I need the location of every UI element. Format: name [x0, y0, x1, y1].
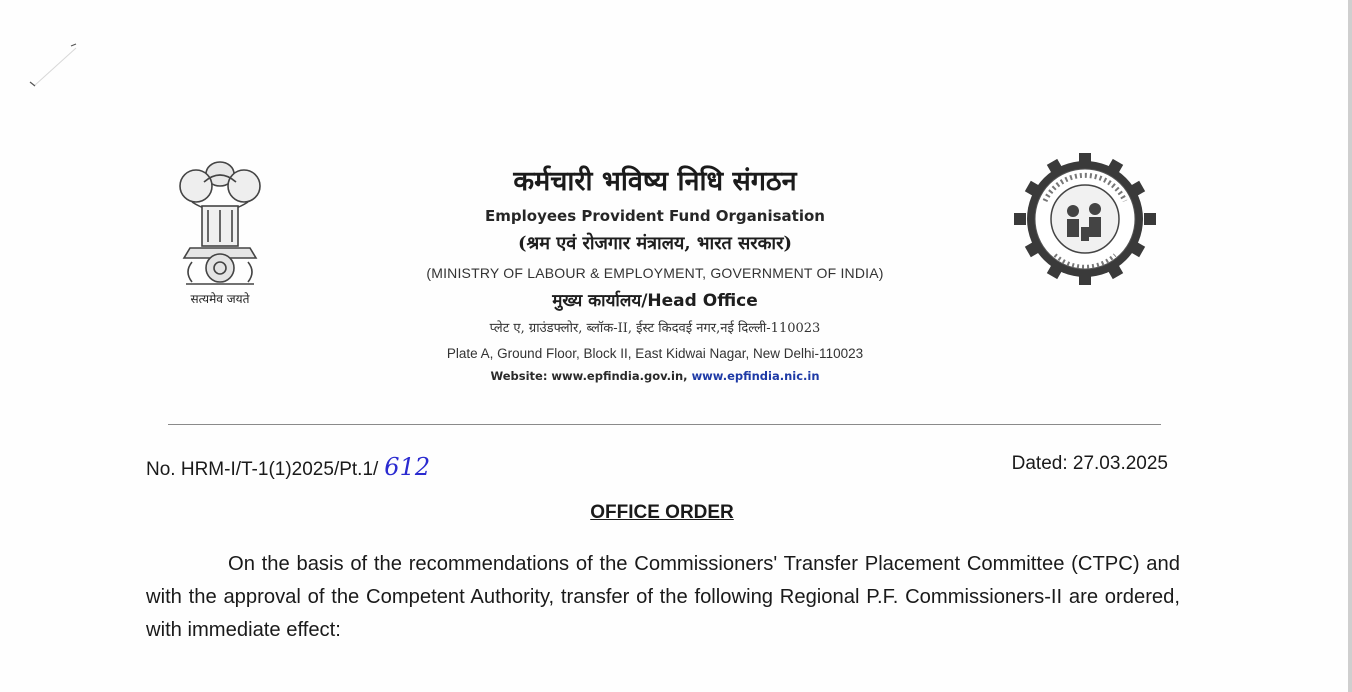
org-name-hindi: कर्मचारी भविष्य निधि संगठन: [513, 166, 797, 197]
address-hindi: प्लेट ए, ग्राउंडफ्लोर, ब्लॉक-II, ईस्ट किदवई नगर,नई दिल्ली-110023: [489, 321, 821, 336]
ashoka-emblem-icon: [168, 152, 272, 312]
reference-number-text: No. HRM-I/T-1(1)2025/Pt.1/: [146, 459, 379, 480]
order-body: On the basis of the recommendations of the Commissioners' Transfer Placement Committee (CTPC) and with the approval of the Competent Authority, transfer of the following Regional P.F. Commissioners-II are ordered, with immediate effect:: [146, 553, 1180, 641]
ministry-hindi: (श्रम एवं रोजगार मंत्रालय, भारत सरकार): [518, 233, 792, 254]
reference-handwritten: 612: [384, 453, 431, 481]
website-label: Website: www.epfindia.gov.in,: [490, 369, 688, 383]
scan-mark: [24, 36, 84, 92]
letterhead: [340, 160, 970, 386]
epfo-logo-icon: [1014, 153, 1156, 285]
reference-number: [146, 453, 430, 481]
order-date: Dated: 27.03.2025: [1011, 453, 1168, 474]
emblem-motto: सत्यमेव जयते: [190, 292, 250, 306]
website-line: [340, 366, 970, 386]
org-name-english: Employees Provident Fund Organisation: [485, 207, 825, 225]
address-english: Plate A, Ground Floor, Block II, East Kidwai Nagar, New Delhi-110023: [446, 346, 864, 361]
ministry-english: (MINISTRY OF LABOUR & EMPLOYMENT, GOVERNMENT OF INDIA): [426, 265, 884, 281]
document-title: OFFICE ORDER: [590, 502, 734, 523]
website-link[interactable]: www.epfindia.nic.in: [691, 369, 820, 383]
head-office-label: मुख्य कार्यालय/Head Office: [552, 291, 758, 311]
scan-edge: [1348, 0, 1352, 692]
header-divider: [168, 424, 1161, 425]
